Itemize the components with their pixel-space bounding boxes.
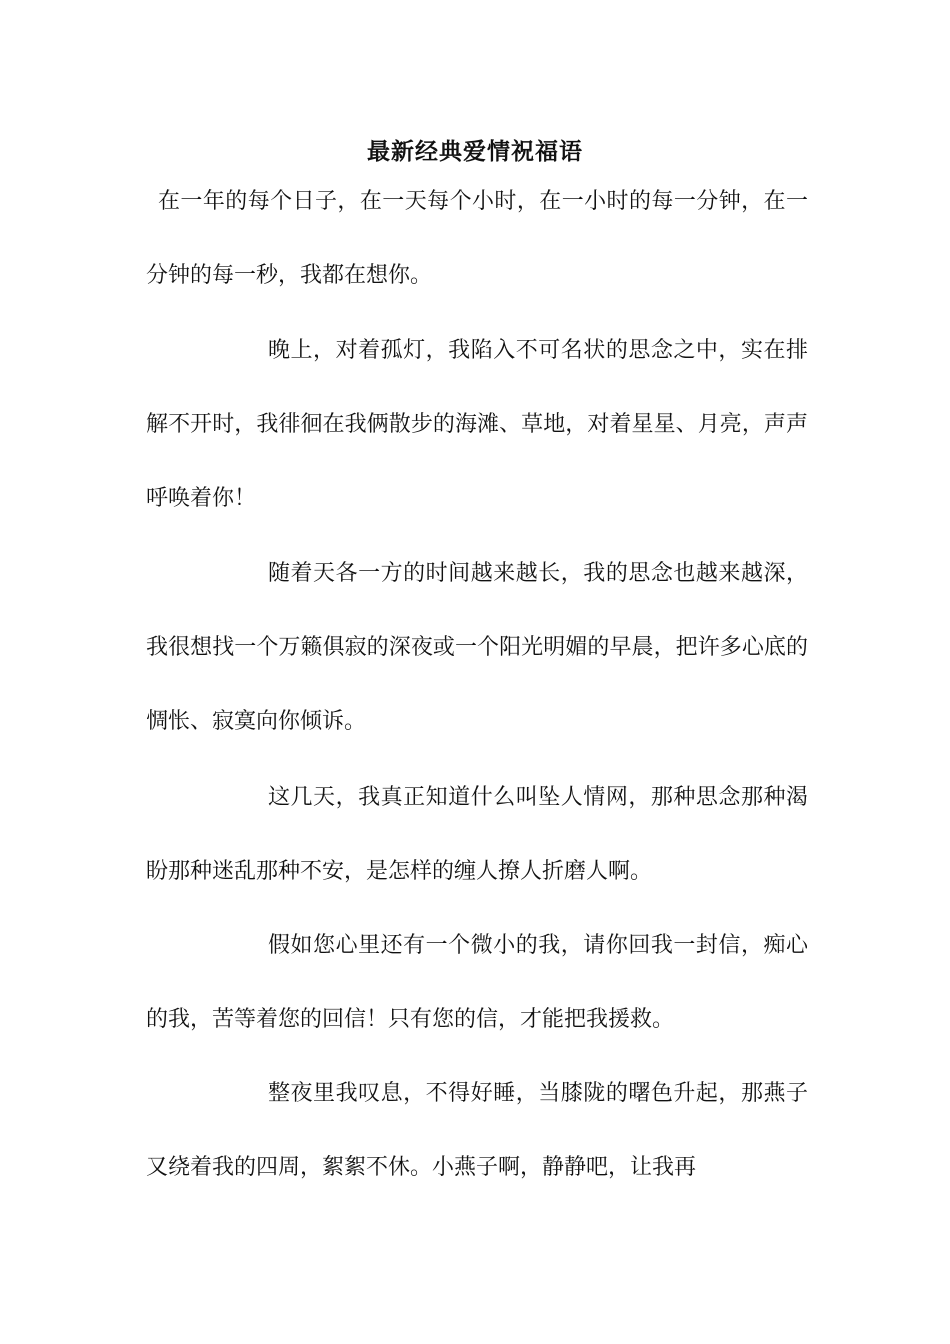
document-title: 最新经典爱情祝福语 [367, 138, 583, 165]
paragraph-5: 假如您心里还有一个微小的我，请你回我一封信，痴心的我，苦等着您的回信！只有您的信，才能把我援救。 [146, 933, 808, 1032]
paragraph-4: 这几天，我真正知道什么叫坠人情网，那种思念那种渴盼那种迷乱那种不安，是怎样的缠人撩人折磨人啊。 [146, 785, 808, 884]
paragraph-3: 随着天各一方的时间越来越长，我的思念也越来越深，我很想找一个万籁俱寂的深夜或一个阳光明媚的早晨，把许多心底的惆怅、寂寞向你倾诉。 [146, 561, 808, 734]
paragraph-2: 晚上，对着孤灯，我陷入不可名状的思念之中，实在排解不开时，我徘徊在我俩散步的海滩、草地，对着星星、月亮，声声呼唤着你！ [146, 338, 808, 511]
paragraph-1: 在一年的每个日子，在一天每个小时，在一小时的每一分钟，在一分钟的每一秒，我都在想你。 [146, 189, 808, 288]
paragraph-6: 整夜里我叹息，不得好睡，当膝陇的曙色升起，那燕子又绕着我的四周，絮絮不休。小燕子啊，静静吧，让我再 [146, 1081, 808, 1180]
